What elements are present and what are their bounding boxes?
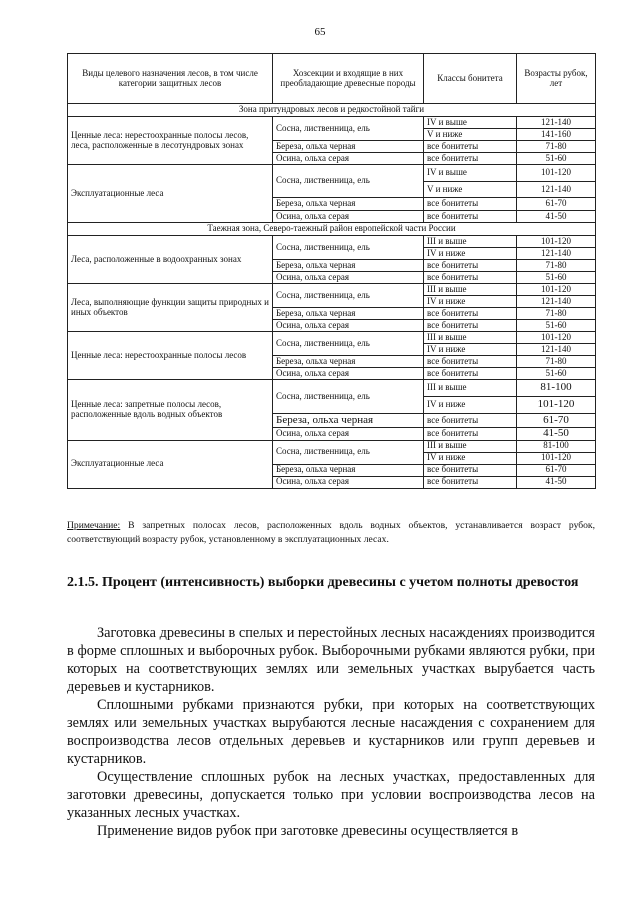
site-class: все бонитеты (424, 368, 517, 380)
cutting-age: 101-120 (517, 236, 596, 248)
body-text (67, 624, 595, 840)
cutting-age: 121-140 (517, 117, 596, 129)
cutting-age: 41-50 (517, 476, 596, 488)
species: Сосна, лиственница, ель (273, 236, 424, 260)
cutting-age: 141-160 (517, 129, 596, 141)
site-class: III и выше (424, 380, 517, 397)
site-class: IV и ниже (424, 296, 517, 308)
cutting-age: 51-60 (517, 368, 596, 380)
species: Осина, ольха серая (273, 476, 424, 488)
header-forest-purpose: Виды целевого назначения лесов, в том числе категории защитных лесов (68, 54, 273, 104)
zone-title: Таежная зона, Северо-таежный район европейской части России (68, 223, 596, 236)
species: Сосна, лиственница, ель (273, 332, 424, 356)
cutting-age: 121-140 (517, 344, 596, 356)
site-class: IV и ниже (424, 452, 517, 464)
page-number: 65 (314, 26, 326, 38)
forest-category: Леса, расположенные в водоохранных зонах (68, 236, 273, 284)
note-label: Примечание: (67, 520, 121, 531)
table-row (68, 236, 596, 248)
site-class: все бонитеты (424, 464, 517, 476)
site-class: все бонитеты (424, 211, 517, 223)
site-class: все бонитеты (424, 414, 517, 428)
cutting-age: 101-120 (517, 452, 596, 464)
cutting-age: 41-50 (517, 211, 596, 223)
species: Осина, ольха серая (273, 428, 424, 441)
site-class: IV и ниже (424, 248, 517, 260)
cutting-age: 101-120 (517, 165, 596, 182)
species: Береза, ольха черная (273, 356, 424, 368)
site-class: все бонитеты (424, 153, 517, 165)
forest-category: Леса, выполняющие функции защиты природных и иных объектов (68, 284, 273, 332)
site-class: все бонитеты (424, 260, 517, 272)
forest-category: Эксплуатационные леса (68, 440, 273, 488)
site-class: III и выше (424, 284, 517, 296)
site-class: IV и ниже (424, 397, 517, 414)
zone-row (68, 223, 596, 236)
header-species: Хозсекции и входящие в них преобладающие древесные породы (273, 54, 424, 104)
site-class: IV и ниже (424, 344, 517, 356)
header-cutting-age: Возрасты рубок, лет (517, 54, 596, 104)
cutting-age: 101-120 (517, 284, 596, 296)
table-header-row (68, 54, 596, 104)
site-class: III и выше (424, 440, 517, 452)
species: Осина, ольха серая (273, 211, 424, 223)
cutting-age: 51-60 (517, 320, 596, 332)
cutting-age: 61-70 (517, 198, 596, 211)
table-note (67, 519, 595, 547)
cutting-age: 81-100 (517, 440, 596, 452)
table-row (68, 440, 596, 452)
site-class: все бонитеты (424, 308, 517, 320)
site-class: III и выше (424, 332, 517, 344)
cutting-age: 121-140 (517, 182, 596, 198)
species: Сосна, лиственница, ель (273, 165, 424, 198)
cutting-age: 121-140 (517, 296, 596, 308)
species: Сосна, лиственница, ель (273, 117, 424, 141)
species: Осина, ольха серая (273, 153, 424, 165)
site-class: все бонитеты (424, 356, 517, 368)
site-class: V и ниже (424, 129, 517, 141)
table-row (68, 284, 596, 296)
species: Сосна, лиственница, ель (273, 440, 424, 464)
cutting-age: 121-140 (517, 248, 596, 260)
cutting-age: 71-80 (517, 260, 596, 272)
species: Береза, ольха черная (273, 198, 424, 211)
cutting-age: 51-60 (517, 153, 596, 165)
note-text: В запретных полосах лесов, расположенных вдоль водных объектов, устанавливается возраст рубок, соответствующий возрасту рубок, установленному в эксплуатационных лесах. (67, 520, 595, 545)
table-row (68, 380, 596, 397)
site-class: все бонитеты (424, 476, 517, 488)
species: Береза, ольха черная (273, 141, 424, 153)
cutting-age: 71-80 (517, 141, 596, 153)
species: Береза, ольха черная (273, 464, 424, 476)
header-site-class: Классы бонитета (424, 54, 517, 104)
paragraph: Сплошными рубками признаются рубки, при которых на соответствующих землях или земельных участках вырубаются лесные насаждения с сохранением для воспроизводства лесов отдельных деревьев и кустарников или групп деревьев и кустарников. (67, 697, 595, 767)
paragraph: Осуществление сплошных рубок на лесных участках, предоставленных для заготовки древесины, допускается только при условии воспроизводства лесов на указанных лесных участках. (67, 769, 595, 821)
forest-category: Ценные леса: запретные полосы лесов, расположенные вдоль водных объектов (68, 380, 273, 441)
cutting-age: 101-120 (517, 397, 596, 414)
species: Береза, ольха черная (273, 260, 424, 272)
site-class: все бонитеты (424, 141, 517, 153)
site-class: IV и выше (424, 117, 517, 129)
paragraph: Применение видов рубок при заготовке древесины осуществляется в (97, 823, 519, 839)
cutting-age-table (67, 53, 596, 489)
cutting-age: 71-80 (517, 356, 596, 368)
cutting-age: 41-50 (517, 428, 596, 441)
species: Осина, ольха серая (273, 320, 424, 332)
paragraph: Заготовка древесины в спелых и перестойных лесных насаждениях производится в форме сплошных и выборочных рубок. Выборочными рубками являются рубки, при которых на соответствующих землях или земельных участках вырубается часть деревьев и кустарников. (67, 625, 595, 695)
table-row (68, 332, 596, 344)
site-class: все бонитеты (424, 320, 517, 332)
species: Береза, ольха черная (273, 308, 424, 320)
cutting-age: 61-70 (517, 414, 596, 428)
forest-category: Ценные леса: нерестоохранные полосы лесов (68, 332, 273, 380)
species: Осина, ольха серая (273, 368, 424, 380)
site-class: все бонитеты (424, 198, 517, 211)
cutting-age: 71-80 (517, 308, 596, 320)
zone-row (68, 104, 596, 117)
site-class: III и выше (424, 236, 517, 248)
zone-title: Зона притундровых лесов и редкостойной тайги (68, 104, 596, 117)
cutting-age: 61-70 (517, 464, 596, 476)
site-class: все бонитеты (424, 272, 517, 284)
cutting-age: 101-120 (517, 332, 596, 344)
section-title: 2.1.5. Процент (интенсивность) выборки древесины с учетом полноты древостоя (67, 575, 579, 590)
table-row (68, 117, 596, 129)
forest-category: Эксплуатационные леса (68, 165, 273, 223)
site-class: IV и выше (424, 165, 517, 182)
species: Сосна, лиственница, ель (273, 380, 424, 414)
site-class: V и ниже (424, 182, 517, 198)
forest-category: Ценные леса: нерестоохранные полосы лесов, леса, расположенные в лесотундровых зонах (68, 117, 273, 165)
species: Сосна, лиственница, ель (273, 284, 424, 308)
table-row (68, 165, 596, 182)
cutting-age: 81-100 (517, 380, 596, 397)
site-class: все бонитеты (424, 428, 517, 441)
species: Осина, ольха серая (273, 272, 424, 284)
cutting-age: 51-60 (517, 272, 596, 284)
species: Береза, ольха черная (273, 414, 424, 428)
